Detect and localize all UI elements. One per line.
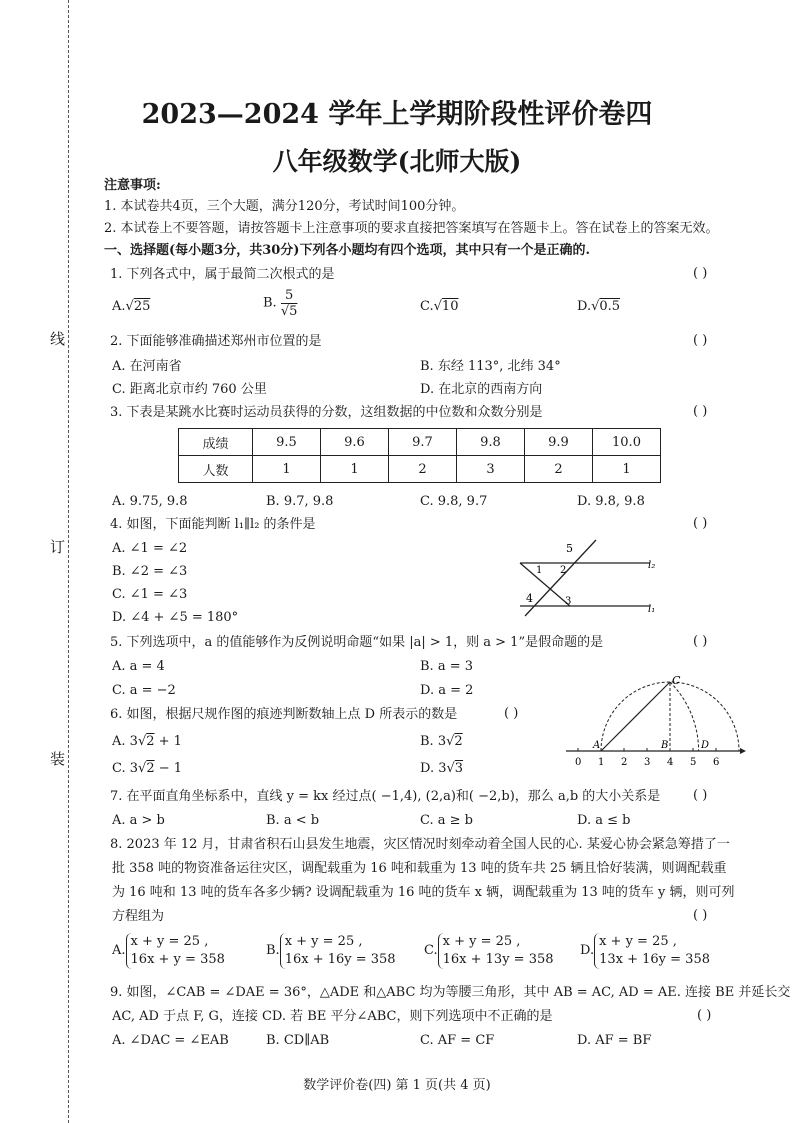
notice-heading: 注意事项: (104, 178, 161, 193)
count-cell: 1 (321, 456, 389, 483)
label-l2: l₂ (648, 560, 656, 571)
q9-option-c: C. AF = CF (420, 1033, 495, 1048)
tick-labels (575, 757, 719, 768)
q8-option-b: B. x + y = 25 , 16x + 16y = 358 (266, 934, 396, 967)
q8-option-c: C. x + y = 25 , 16x + 13y = 358 (424, 934, 554, 967)
q9-line-2: AC, AD 于点 F, G，连接 CD. 若 BE 平分∠ABC，则下列选项中不正确的是 (112, 1009, 553, 1024)
q8-line-4: 方程组为 (112, 909, 165, 924)
q4-option-d: D. ∠4 + ∠5 = 180° (112, 610, 239, 625)
score-table (178, 428, 661, 483)
q1-answer-paren: ( ) (693, 266, 708, 281)
q2-stem: 2. 下面能够准确描述郑州市位置的是 (110, 334, 322, 349)
q6-option-b: B. 3√2 (420, 734, 463, 749)
q6-answer-paren: ( ) (504, 706, 519, 721)
q7-option-a: A. a > b (112, 813, 165, 828)
q6-number-line-figure (560, 668, 750, 772)
label-angle-4: 4 (526, 592, 533, 605)
exam-title: 2023—2024 学年上学期阶段性评价卷四 (141, 99, 653, 130)
label-point-b: B (661, 740, 669, 751)
q3-option-b: B. 9.7, 9.8 (266, 494, 334, 509)
q7-option-b: B. a < b (266, 813, 320, 828)
segment-ac (601, 682, 670, 751)
label-point-c: C (672, 674, 681, 687)
q5-option-c: C. a = −2 (112, 683, 176, 698)
score-cell: 9.9 (525, 429, 593, 456)
score-row (179, 429, 661, 456)
q1-option-b: B. $\frac{5}{√5}$ (263, 288, 298, 319)
tick-label: 1 (598, 757, 605, 768)
q4-parallel-lines-figure (510, 538, 670, 620)
label-angle-3: 3 (565, 596, 572, 607)
q9-answer-paren: ( ) (697, 1008, 712, 1023)
q1-option-a: A.√25 (112, 299, 151, 314)
q9-option-d: D. AF = BF (577, 1033, 652, 1048)
count-cell: 3 (457, 456, 525, 483)
q8-line-3: 为 16 吨和 13 吨的货车各多少辆? 设调配载重为 16 吨的货车 x 辆，调配载重为 13 吨的货车 y 辆，则可列 (112, 885, 735, 900)
q4-answer-paren: ( ) (693, 516, 708, 531)
q9-option-b: B. CD∥AB (266, 1033, 330, 1048)
q4-option-c: C. ∠1 = ∠3 (112, 587, 188, 602)
q9-line-1: 9. 如图，∠CAB = ∠DAE = 36°，△ADE 和△ABC 均为等腰三角形，其中 AB = AC, AD = AE. 连接 BE 并延长交 (110, 985, 791, 1000)
q5-option-a: A. a = 4 (112, 659, 165, 674)
count-cell: 1 (253, 456, 321, 483)
q3-answer-paren: ( ) (693, 404, 708, 419)
q5-option-d: D. a = 2 (420, 683, 474, 698)
notice-item-2: 2. 本试卷上不要答题，请按答题卡上注意事项的要求直接把答案填写在答题卡上。答在试卷上的答案无效。 (104, 221, 719, 236)
q6-option-d: D. 3√3 (420, 761, 464, 776)
tick-label: 2 (621, 757, 628, 768)
q6-stem: 6. 如图，根据尺规作图的痕迹判断数轴上点 D 所表示的数是 (110, 707, 458, 722)
score-cell: 9.8 (457, 429, 525, 456)
q2-option-c: C. 距离北京市约 760 公里 (112, 382, 267, 397)
q8-option-d: D. x + y = 25 , 13x + 16y = 358 (580, 934, 710, 967)
count-row (179, 456, 661, 483)
q7-option-d: D. a ≤ b (577, 813, 631, 828)
q8-answer-paren: ( ) (693, 908, 708, 923)
q6-option-a: A. 3√2 + 1 (112, 734, 182, 749)
label-point-d: D (701, 740, 710, 751)
q7-option-c: C. a ≥ b (420, 813, 473, 828)
q4-option-a: A. ∠1 = ∠2 (112, 541, 188, 556)
q1-stem: 1. 下列各式中，属于最简二次根式的是 (110, 267, 335, 282)
score-cell: 9.7 (389, 429, 457, 456)
q8-line-1: 8. 2023 年 12 月，甘肃省积石山县发生地震，灾区情况时刻牵动着全国人民的心. 某爱心协会紧急筹措了一 (110, 837, 730, 852)
q1-option-c: C.√10 (420, 299, 459, 314)
q4-stem: 4. 如图，下面能判断 l₁∥l₂ 的条件是 (110, 517, 316, 532)
score-cell: 9.6 (321, 429, 389, 456)
tick-label: 0 (575, 757, 582, 768)
exam-subtitle: 八年级数学(北师大版) (272, 147, 522, 176)
count-cell: 2 (389, 456, 457, 483)
q5-stem: 5. 下列选项中，a 的值能够作为反例说明命题“如果 |a| > 1，则 a > 1”是假命题的是 (110, 635, 604, 650)
q5-answer-paren: ( ) (693, 634, 708, 649)
page-footer: 数学评价卷(四) 第 1 页(共 4 页) (303, 1078, 491, 1093)
q2-answer-paren: ( ) (693, 333, 708, 348)
tick-label: 4 (667, 757, 674, 768)
tick-label: 5 (690, 757, 697, 768)
q2-option-b: B. 东经 113°, 北纬 34° (420, 359, 561, 374)
q8-option-a: A. x + y = 25 , 16x + y = 358 (112, 934, 225, 967)
q3-option-d: D. 9.8, 9.8 (577, 494, 645, 509)
section-heading: 一、选择题(每小题3分，共30分)下列各小题均有四个选项，其中只有一个是正确的. (104, 243, 590, 258)
count-cell: 2 (525, 456, 593, 483)
tick-label: 6 (713, 757, 720, 768)
q3-stem: 3. 下表是某跳水比赛时运动员获得的分数，这组数据的中位数和众数分别是 (110, 405, 543, 420)
score-row-header: 成绩 (179, 429, 253, 456)
score-cell: 10.0 (593, 429, 661, 456)
notice-item-1: 1. 本试卷共4页，三个大题，满分120分，考试时间100分钟。 (104, 199, 465, 214)
binding-char-zhuang: 装 (50, 750, 66, 768)
compass-arc-cd (670, 682, 699, 751)
count-row-header: 人数 (179, 456, 253, 483)
q8-line-2: 批 358 吨的物资准备运往灾区，调配载重为 16 吨和载重为 13 吨的货车共 25 辆且恰好装满，则调配载重 (112, 861, 727, 876)
binding-char-ding: 订 (50, 538, 66, 556)
label-angle-2: 2 (560, 565, 567, 576)
q1-option-d: D.√0.5 (577, 299, 621, 314)
binding-char-xian: 线 (50, 330, 66, 348)
label-angle-1: 1 (536, 565, 543, 576)
label-l1: l₁ (648, 604, 656, 615)
q7-stem: 7. 在平面直角坐标系中，直线 y = kx 经过点( −1,4), (2,a)和( −2,b)，那么 a,b 的大小关系是 (110, 789, 661, 804)
q7-answer-paren: ( ) (693, 788, 708, 803)
q3-option-a: A. 9.75, 9.8 (112, 494, 188, 509)
score-cell: 9.5 (253, 429, 321, 456)
q4-option-b: B. ∠2 = ∠3 (112, 564, 188, 579)
q5-option-b: B. a = 3 (420, 659, 473, 674)
q6-option-c: C. 3√2 − 1 (112, 761, 183, 776)
label-point-a: A (593, 740, 601, 751)
q3-option-c: C. 9.8, 9.7 (420, 494, 488, 509)
count-cell: 1 (593, 456, 661, 483)
q2-option-d: D. 在北京的西南方向 (420, 382, 543, 397)
tick-label: 3 (644, 757, 651, 768)
label-angle-5: 5 (566, 542, 573, 555)
q2-option-a: A. 在河南省 (112, 359, 182, 374)
axis-arrow (740, 748, 746, 754)
q9-option-a: A. ∠DAC = ∠EAB (112, 1033, 229, 1048)
transversal-2 (525, 540, 596, 616)
